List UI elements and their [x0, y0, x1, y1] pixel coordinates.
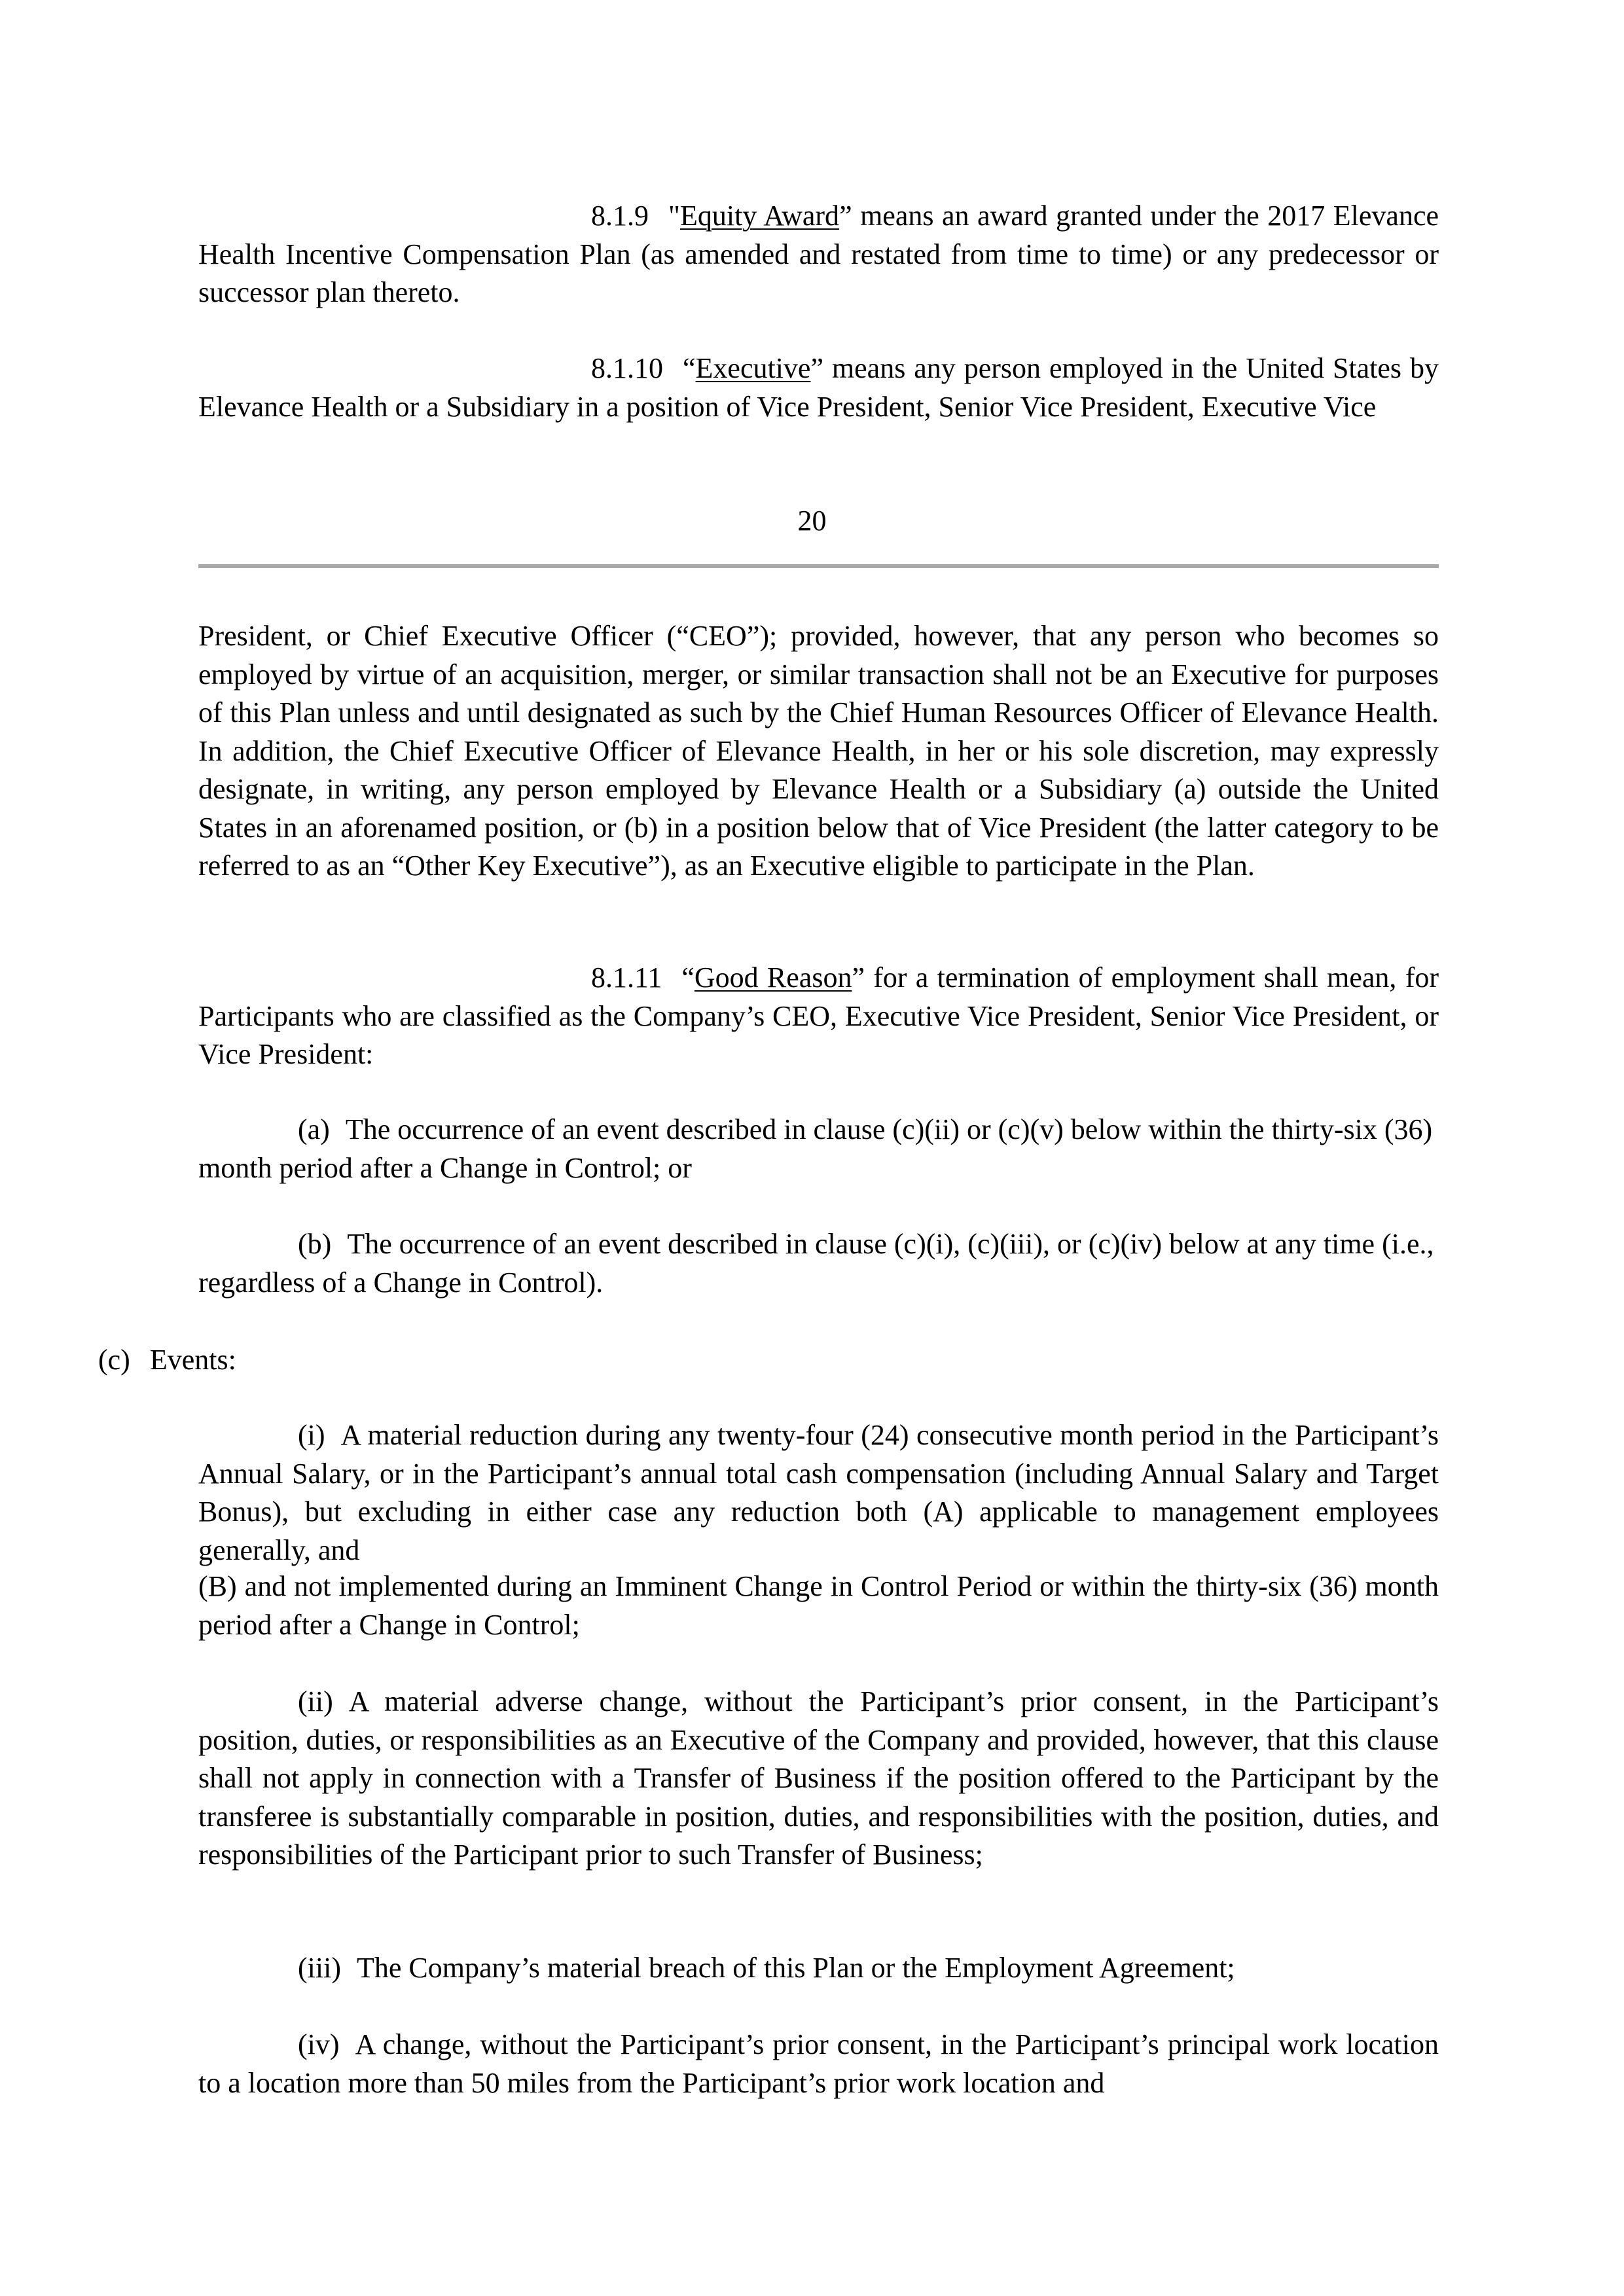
- defined-term-good-reason: Good Reason: [694, 961, 852, 994]
- item-ii: [198, 1683, 1439, 1874]
- item-text: The Company’s material breach of this Plan or the Employment Agreement;: [356, 1952, 1235, 1984]
- section-text: ” means any person employed in the United States by Elevance Health or a Subsidiary in a position of Vice President, Senior Vice President, Executive Vice: [198, 352, 1439, 423]
- item-label: (iv): [298, 2028, 340, 2060]
- page-number: 20: [797, 505, 827, 537]
- clause-label: (a): [298, 1113, 330, 1145]
- defined-term-executive: Executive: [695, 352, 811, 384]
- defined-term-equity-award: Equity Award: [679, 200, 840, 232]
- clause-b: [198, 1225, 1439, 1302]
- open-quote: “: [681, 961, 695, 994]
- section-number: 8.1.10: [591, 352, 663, 384]
- item-label: (i): [298, 1419, 325, 1451]
- item-text: A material reduction during any twenty-four (24) consecutive month period in the Participant’s Annual Salary, or in the Participant’s annual total cash compensation (including Annual Salary and Target Bonus), but excluding in either case any reduction both (A) applicable to management employees generally, and: [198, 1419, 1439, 1566]
- clause-label: (b): [298, 1228, 332, 1260]
- open-quote: ": [668, 200, 680, 232]
- section-text: ” means an award granted under the 2017 Elevance Health Incentive Compensation Plan (as amended and restated from time to time) or any predecessor or successor plan thereto.: [198, 200, 1439, 308]
- section-number: 8.1.11: [591, 961, 662, 994]
- clause-text: The occurrence of an event described in clause (c)(i), (c)(iii), or (c)(iv) below at any time (i.e., regardless of a Change in Control).: [198, 1228, 1434, 1299]
- clause-label: (c): [98, 1344, 130, 1376]
- clause-a: [198, 1111, 1439, 1187]
- item-label: (ii): [298, 1685, 333, 1717]
- section-8-1-11: [198, 959, 1439, 1074]
- clause-c-heading: [98, 1341, 236, 1379]
- section-8-1-10: [198, 350, 1439, 426]
- section-8-1-10-continuation: President, or Chief Executive Officer (“CEO”); provided, however, that any person who becomes so employed by virtue of an acquisition, merger, or similar transaction shall not be an Executive for purposes of this Plan unless and until designated as such by the Chief Human Resources Officer of Elevance Health. In addition, the Chief Executive Officer of Elevance Health, in her or his sole discretion, may expressly designate, in writing, any person employed by Elevance Health or a Subsidiary (a) outside the United States in an aforenamed position, or (b) in a position below that of Vice President (the latter category to be referred to as an “Other Key Executive”), as an Executive eligible to participate in the Plan.: [198, 620, 1439, 882]
- open-quote: “: [683, 352, 696, 384]
- item-text: A material adverse change, without the Participant’s prior consent, in the Participant’s position, duties, or responsibilities as an Executive of the Company and provided, however, that this clause shall not apply in connection with a Transfer of Business if the position offered to the Participant by the transferee is substantially comparable in position, duties, and responsibilities with the position, duties, and responsibilities of the Participant prior to such Transfer of Business;: [198, 1685, 1439, 1871]
- item-iv: [198, 2026, 1439, 2102]
- item-i-continuation: (B) and not implemented during an Imminent Change in Control Period or within the thirty-six (36) month period after a Change in Control;: [198, 1570, 1439, 1641]
- section-8-1-9: [198, 197, 1439, 312]
- item-i: [198, 1416, 1439, 1570]
- section-number: 8.1.9: [591, 200, 649, 232]
- item-label: (iii): [298, 1952, 341, 1984]
- clause-text: The occurrence of an event described in clause (c)(ii) or (c)(v) below within the thirty-six (36) month period after a Change in Control; or: [198, 1113, 1433, 1184]
- section-text: ” for a termination of employment shall mean, for Participants who are classified as the Company’s CEO, Executive Vice President, Senior Vice President, or Vice President:: [198, 961, 1439, 1070]
- page-break-rule: [198, 564, 1439, 568]
- item-text: A change, without the Participant’s prior consent, in the Participant’s principal work location to a location more than 50 miles from the Participant’s prior work location and: [198, 2028, 1439, 2099]
- clause-text: Events:: [149, 1344, 236, 1376]
- item-iii: [198, 1949, 1439, 1988]
